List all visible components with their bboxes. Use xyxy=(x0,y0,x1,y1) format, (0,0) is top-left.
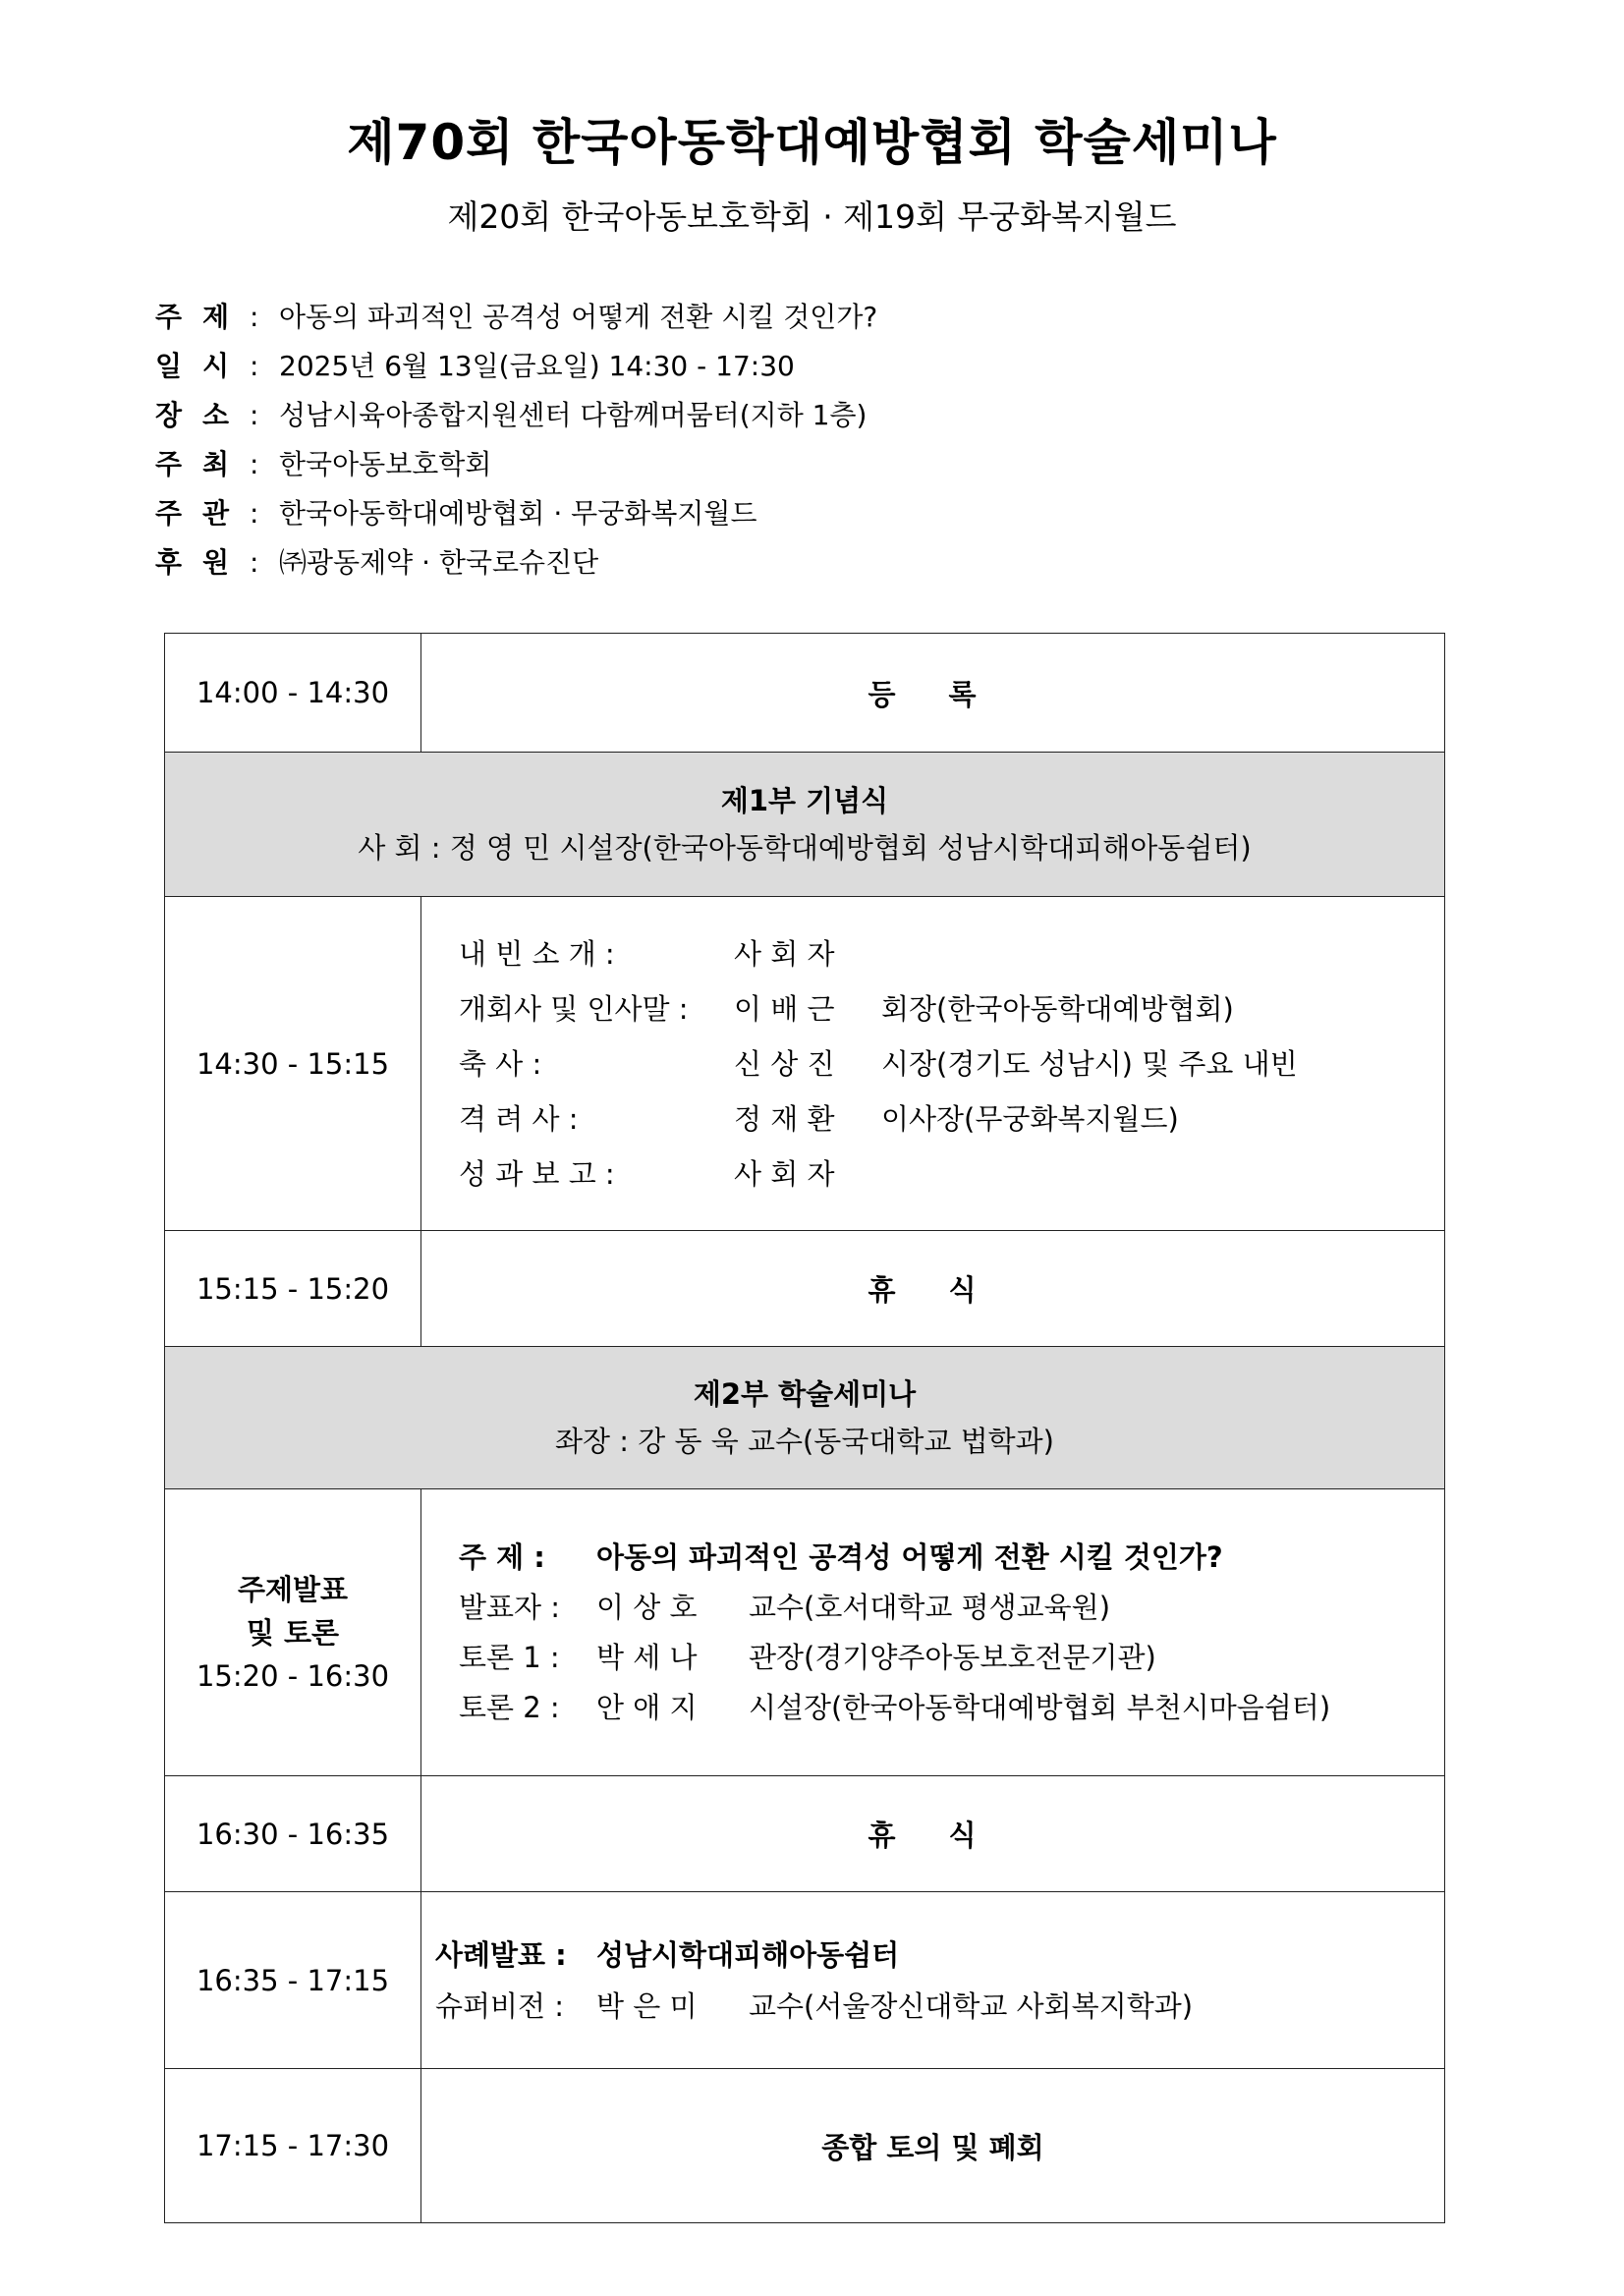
info-row-host xyxy=(155,440,877,489)
program-item xyxy=(459,1583,1444,1633)
schedule-row-case xyxy=(165,1892,1445,2069)
info-label: 일 xyxy=(155,350,183,382)
time-cell: 15:15 - 15:20 xyxy=(165,1231,421,1347)
program-person: 사 회 자 xyxy=(734,936,835,971)
break-label: 휴 식 xyxy=(421,1776,1445,1892)
info-colon: : xyxy=(250,399,259,431)
schedule-row-break1 xyxy=(165,1231,1445,1347)
program-detail: 교수(호서대학교 평생교육원) xyxy=(749,1590,1111,1624)
session-name: 주제발표 xyxy=(237,1572,349,1606)
info-colon: : xyxy=(250,448,259,480)
schedule-row-registration xyxy=(165,634,1445,753)
info-colon: : xyxy=(250,497,259,530)
section-title: 제2부 학술세미나 xyxy=(693,1377,917,1411)
info-colon: : xyxy=(250,301,259,333)
page-title: 제70회 한국아동학대예방협회 학술세미나 xyxy=(347,114,1277,171)
closing-label: 종합 토의 및 폐회 xyxy=(421,2069,1445,2223)
info-row-organizer xyxy=(155,489,877,538)
program-person: 정 재 환 xyxy=(734,1101,835,1136)
info-value: 성남시육아종합지원센터 다함께머뭄터(지하 1층) xyxy=(279,399,868,431)
presentation-program xyxy=(421,1489,1445,1776)
info-label: 시 xyxy=(202,350,230,382)
presentation-topic xyxy=(459,1533,1444,1583)
break-label: 휴 식 xyxy=(421,1231,1445,1347)
program-detail: 회장(한국아동학대예방협회) xyxy=(881,991,1234,1026)
program-role: 토론 1 : xyxy=(459,1640,560,1674)
info-label: 원 xyxy=(202,546,230,579)
program-person: 이 배 근 xyxy=(734,991,835,1026)
program-role: 격 려 사 : xyxy=(459,1101,579,1136)
case-label: 사례발표 : xyxy=(435,1937,567,1972)
info-colon: : xyxy=(250,546,259,579)
program-person: 안 애 지 xyxy=(596,1690,698,1724)
info-row-date xyxy=(155,342,877,391)
supervision-detail: 교수(서울장신대학교 사회복지학과) xyxy=(749,1988,1194,2023)
program-role: 개회사 및 인사말 : xyxy=(459,991,689,1026)
supervision-person: 박 은 미 xyxy=(596,1988,698,2023)
section-header-part2 xyxy=(165,1347,1445,1489)
info-colon: : xyxy=(250,350,259,382)
info-value: 한국아동보호학회 xyxy=(279,448,492,480)
page-subtitle: 제20회 한국아동보호학회 · 제19회 무궁화복지월드 xyxy=(447,197,1177,236)
program-person: 박 세 나 xyxy=(596,1640,698,1674)
topic-text: 아동의 파괴적인 공격성 어떻게 전환 시킬 것인가? xyxy=(596,1540,1223,1574)
info-label: 최 xyxy=(202,448,230,480)
ceremony-program xyxy=(421,897,1445,1231)
program-person: 사 회 자 xyxy=(734,1156,835,1191)
program-item xyxy=(459,981,1444,1036)
time-cell: 17:15 - 17:30 xyxy=(165,2069,421,2223)
info-row-sponsor xyxy=(155,538,877,588)
info-value: 아동의 파괴적인 공격성 어떻게 전환 시킬 것인가? xyxy=(279,301,878,333)
program-item xyxy=(459,1683,1444,1733)
case-presentation xyxy=(435,1930,1444,1981)
time-cell: 16:30 - 16:35 xyxy=(165,1776,421,1892)
program-role: 축 사 : xyxy=(459,1046,542,1081)
program-person: 신 상 진 xyxy=(734,1046,835,1081)
program-item xyxy=(459,926,1444,981)
info-label: 장 xyxy=(155,399,183,431)
program-detail: 시설장(한국아동학대예방협회 부천시마음쉼터) xyxy=(749,1690,1331,1724)
info-label: 소 xyxy=(202,399,230,431)
program-item xyxy=(459,1036,1444,1092)
registration-label: 등 록 xyxy=(421,634,1445,753)
program-item xyxy=(459,1092,1444,1147)
session-name: 및 토론 xyxy=(246,1615,340,1650)
info-row-topic xyxy=(155,293,877,342)
case-program xyxy=(421,1892,1445,2069)
section-moderator: 사 회 : 정 영 민 시설장(한국아동학대예방협회 성남시학대피해아동쉼터) xyxy=(358,831,1252,865)
info-value: 2025년 6월 13일(금요일) 14:30 - 17:30 xyxy=(279,350,795,382)
section-title: 제1부 기념식 xyxy=(720,784,889,817)
program-detail: 이사장(무궁화복지월드) xyxy=(881,1101,1179,1136)
schedule-row-presentation xyxy=(165,1489,1445,1776)
section-header-part1 xyxy=(165,753,1445,897)
program-item xyxy=(459,1633,1444,1683)
schedule-row-ceremony xyxy=(165,897,1445,1231)
info-value: ㈜광동제약 · 한국로슈진단 xyxy=(279,546,599,579)
section-chair: 좌장 : 강 동 욱 교수(동국대학교 법학과) xyxy=(555,1425,1054,1458)
program-detail: 관장(경기양주아동보호전문기관) xyxy=(749,1640,1156,1674)
program-role: 성 과 보 고 : xyxy=(459,1156,615,1191)
case-supervision xyxy=(435,1981,1444,2032)
supervision-label: 슈퍼비전 : xyxy=(435,1988,565,2023)
info-label: 주 xyxy=(155,497,183,530)
info-label: 관 xyxy=(202,497,230,530)
time-cell: 14:00 - 14:30 xyxy=(165,634,421,753)
program-role: 발표자 : xyxy=(459,1590,561,1624)
schedule-row-break2 xyxy=(165,1776,1445,1892)
topic-label: 주 제 : xyxy=(459,1540,545,1574)
info-label: 후 xyxy=(155,546,183,579)
program-item xyxy=(459,1147,1444,1202)
program-person: 이 상 호 xyxy=(596,1590,698,1624)
info-label: 주 xyxy=(155,448,183,480)
info-label: 주 xyxy=(155,301,183,333)
program-detail: 시장(경기도 성남시) 및 주요 내빈 xyxy=(881,1046,1298,1081)
info-value: 한국아동학대예방협회 · 무궁화복지월드 xyxy=(279,497,757,530)
case-value: 성남시학대피해아동쉼터 xyxy=(596,1937,900,1972)
schedule-row-closing xyxy=(165,2069,1445,2223)
info-row-venue xyxy=(155,391,877,440)
event-info xyxy=(155,293,877,588)
info-label: 제 xyxy=(202,301,230,333)
program-role: 토론 2 : xyxy=(459,1690,560,1724)
time-cell xyxy=(165,1489,421,1776)
program-role: 내 빈 소 개 : xyxy=(459,936,615,971)
schedule-table xyxy=(164,633,1445,2223)
time-cell: 14:30 - 15:15 xyxy=(165,897,421,1231)
session-time: 15:20 - 16:30 xyxy=(196,1658,390,1693)
time-cell: 16:35 - 17:15 xyxy=(165,1892,421,2069)
